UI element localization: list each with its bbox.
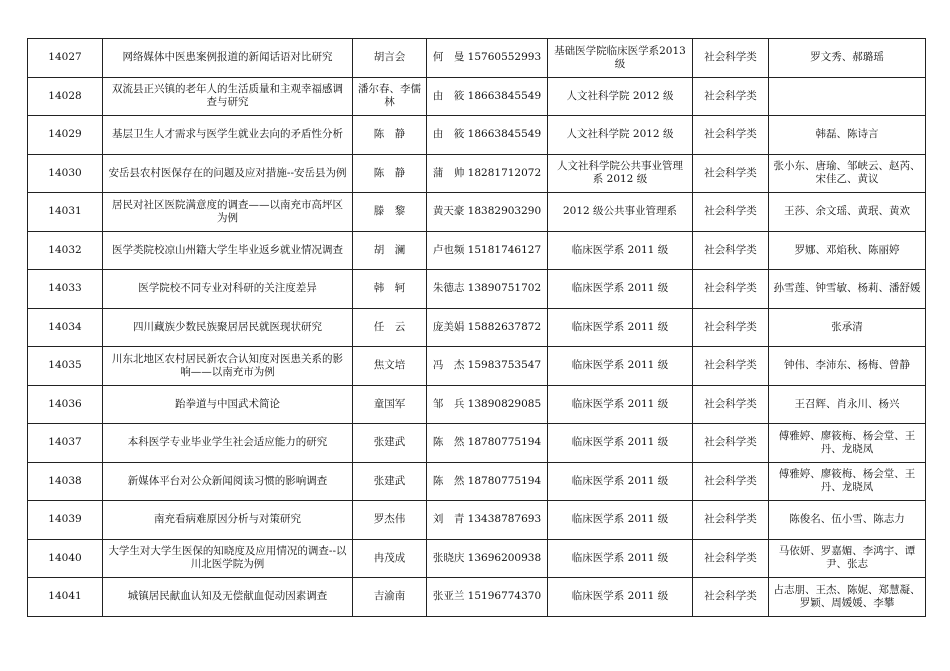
members-cell: 张小东、唐瑜、邹峡云、赵芮、宋佳乙、黄议 xyxy=(769,154,926,193)
department-cell: 临床医学系 2011 级 xyxy=(548,347,693,386)
project-title-cell: 医学类院校凉山州籍大学生毕业返乡就业情况调查 xyxy=(103,231,353,270)
project-title-cell: 基层卫生人才需求与医学生就业去向的矛盾性分析 xyxy=(103,116,353,155)
department-cell: 临床医学系 2011 级 xyxy=(548,270,693,309)
category-cell: 社会科学类 xyxy=(693,193,769,232)
contact-cell: 刘 青 13438787693 xyxy=(427,501,548,540)
project-title-cell: 四川藏族少数民族聚居居民就医现状研究 xyxy=(103,308,353,347)
contact-cell: 张晓庆 13696200938 xyxy=(427,539,548,578)
members-cell: 钟伟、李沛东、杨梅、曾静 xyxy=(769,347,926,386)
table-row xyxy=(28,270,926,309)
category-cell: 社会科学类 xyxy=(693,270,769,309)
contact-cell: 卢也频 15181746127 xyxy=(427,231,548,270)
category-cell: 社会科学类 xyxy=(693,501,769,540)
project-id-cell: 14035 xyxy=(28,347,103,386)
members-cell: 王召辉、肖永川、杨兴 xyxy=(769,385,926,424)
table-row xyxy=(28,154,926,193)
project-title-cell: 医学院校不同专业对科研的关注度差异 xyxy=(103,270,353,309)
members-cell: 罗文秀、郝璐瑶 xyxy=(769,39,926,78)
contact-cell: 陈 然 18780775194 xyxy=(427,462,548,501)
department-cell: 人文社科学院 2012 级 xyxy=(548,77,693,116)
contact-cell: 邹 兵 13890829085 xyxy=(427,385,548,424)
table-row xyxy=(28,424,926,463)
department-cell: 基础医学院临床医学系2013 级 xyxy=(548,39,693,78)
department-cell: 临床医学系 2011 级 xyxy=(548,578,693,617)
table-body xyxy=(28,39,926,617)
contact-cell: 黄天豪 18382903290 xyxy=(427,193,548,232)
advisor-cell: 冉茂成 xyxy=(353,539,427,578)
project-id-cell: 14037 xyxy=(28,424,103,463)
project-id-cell: 14031 xyxy=(28,193,103,232)
advisor-cell: 任 云 xyxy=(353,308,427,347)
advisor-cell: 潘尔春、李儒林 xyxy=(353,77,427,116)
table-row xyxy=(28,39,926,78)
category-cell: 社会科学类 xyxy=(693,424,769,463)
category-cell: 社会科学类 xyxy=(693,116,769,155)
advisor-cell: 胡 澜 xyxy=(353,231,427,270)
members-cell: 孙雪莲、钟雪敏、杨莉、潘舒媛 xyxy=(769,270,926,309)
project-id-cell: 14040 xyxy=(28,539,103,578)
table-row xyxy=(28,578,926,617)
project-title-cell: 双流县正兴镇的老年人的生活质量和主观幸福感调查与研究 xyxy=(103,77,353,116)
advisor-cell: 张建武 xyxy=(353,462,427,501)
category-cell: 社会科学类 xyxy=(693,77,769,116)
project-title-cell: 跆拳道与中国武术简论 xyxy=(103,385,353,424)
table-row xyxy=(28,116,926,155)
contact-cell: 朱德志 13890751702 xyxy=(427,270,548,309)
category-cell: 社会科学类 xyxy=(693,347,769,386)
category-cell: 社会科学类 xyxy=(693,578,769,617)
advisor-cell: 吉渝南 xyxy=(353,578,427,617)
project-id-cell: 14032 xyxy=(28,231,103,270)
project-id-cell: 14029 xyxy=(28,116,103,155)
department-cell: 临床医学系 2011 级 xyxy=(548,424,693,463)
table-row xyxy=(28,385,926,424)
department-cell: 临床医学系 2011 级 xyxy=(548,231,693,270)
members-cell: 傅雅婷、廖筱梅、杨会堂、王丹、龙晓凤 xyxy=(769,462,926,501)
members-cell xyxy=(769,77,926,116)
project-title-cell: 本科医学专业毕业学生社会适应能力的研究 xyxy=(103,424,353,463)
members-cell: 傅雅婷、廖筱梅、杨会堂、王丹、龙晓凤 xyxy=(769,424,926,463)
department-cell: 2012 级公共事业管理系 xyxy=(548,193,693,232)
department-cell: 临床医学系 2011 级 xyxy=(548,385,693,424)
contact-cell: 冯 杰 15983753547 xyxy=(427,347,548,386)
category-cell: 社会科学类 xyxy=(693,462,769,501)
members-cell: 陈俊名、伍小雪、陈志力 xyxy=(769,501,926,540)
members-cell: 张承清 xyxy=(769,308,926,347)
department-cell: 人文社科学院公共事业管理系 2012 级 xyxy=(548,154,693,193)
department-cell: 临床医学系 2011 级 xyxy=(548,539,693,578)
contact-cell: 何 曼 15760552993 xyxy=(427,39,548,78)
project-id-cell: 14038 xyxy=(28,462,103,501)
project-title-cell: 城镇居民献血认知及无偿献血促动因素调查 xyxy=(103,578,353,617)
members-cell: 韩磊、陈诗言 xyxy=(769,116,926,155)
project-id-cell: 14041 xyxy=(28,578,103,617)
advisor-cell: 童国军 xyxy=(353,385,427,424)
members-cell: 罗娜、邓焰秋、陈丽婷 xyxy=(769,231,926,270)
advisor-cell: 韩 轲 xyxy=(353,270,427,309)
project-table xyxy=(27,38,926,617)
advisor-cell: 罗杰伟 xyxy=(353,501,427,540)
category-cell: 社会科学类 xyxy=(693,154,769,193)
advisor-cell: 胡言会 xyxy=(353,39,427,78)
contact-cell: 庞美娟 15882637872 xyxy=(427,308,548,347)
contact-cell: 由 筱 18663845549 xyxy=(427,116,548,155)
category-cell: 社会科学类 xyxy=(693,539,769,578)
advisor-cell: 陈 静 xyxy=(353,154,427,193)
advisor-cell: 滕 黎 xyxy=(353,193,427,232)
project-title-cell: 网络媒体中医患案例报道的新闻话语对比研究 xyxy=(103,39,353,78)
table-row xyxy=(28,501,926,540)
department-cell: 临床医学系 2011 级 xyxy=(548,462,693,501)
project-title-cell: 安岳县农村医保存在的问题及应对措施--安岳县为例 xyxy=(103,154,353,193)
category-cell: 社会科学类 xyxy=(693,308,769,347)
members-cell: 占志朋、王杰、陈妮、郑慧凝、罗颖、周媛媛、李攀 xyxy=(769,578,926,617)
advisor-cell: 陈 静 xyxy=(353,116,427,155)
members-cell: 马依妍、罗嘉媚、李鸿宇、谭尹、张志 xyxy=(769,539,926,578)
advisor-cell: 焦文培 xyxy=(353,347,427,386)
department-cell: 临床医学系 2011 级 xyxy=(548,501,693,540)
department-cell: 临床医学系 2011 级 xyxy=(548,308,693,347)
category-cell: 社会科学类 xyxy=(693,385,769,424)
project-title-cell: 川东北地区农村居民新农合认知度对医患关系的影响——以南充市为例 xyxy=(103,347,353,386)
department-cell: 人文社科学院 2012 级 xyxy=(548,116,693,155)
members-cell: 王莎、余文瑶、黄珉、黄欢 xyxy=(769,193,926,232)
project-id-cell: 14028 xyxy=(28,77,103,116)
project-id-cell: 14039 xyxy=(28,501,103,540)
project-id-cell: 14034 xyxy=(28,308,103,347)
project-title-cell: 大学生对大学生医保的知晓度及应用情况的调查--以川北医学院为例 xyxy=(103,539,353,578)
table-row xyxy=(28,347,926,386)
category-cell: 社会科学类 xyxy=(693,231,769,270)
project-id-cell: 14036 xyxy=(28,385,103,424)
contact-cell: 蒲 帅 18281712072 xyxy=(427,154,548,193)
project-title-cell: 居民对社区医院满意度的调查——以南充市高坪区为例 xyxy=(103,193,353,232)
table-row xyxy=(28,308,926,347)
advisor-cell: 张建武 xyxy=(353,424,427,463)
project-id-cell: 14030 xyxy=(28,154,103,193)
table-row xyxy=(28,539,926,578)
project-id-cell: 14033 xyxy=(28,270,103,309)
contact-cell: 由 筱 18663845549 xyxy=(427,77,548,116)
project-title-cell: 新媒体平台对公众新闻阅读习惯的影响调查 xyxy=(103,462,353,501)
table-row xyxy=(28,193,926,232)
project-id-cell: 14027 xyxy=(28,39,103,78)
contact-cell: 陈 然 18780775194 xyxy=(427,424,548,463)
table-row xyxy=(28,462,926,501)
table-row xyxy=(28,77,926,116)
category-cell: 社会科学类 xyxy=(693,39,769,78)
contact-cell: 张亚兰 15196774370 xyxy=(427,578,548,617)
table-row xyxy=(28,231,926,270)
project-title-cell: 南充看病难原因分析与对策研究 xyxy=(103,501,353,540)
